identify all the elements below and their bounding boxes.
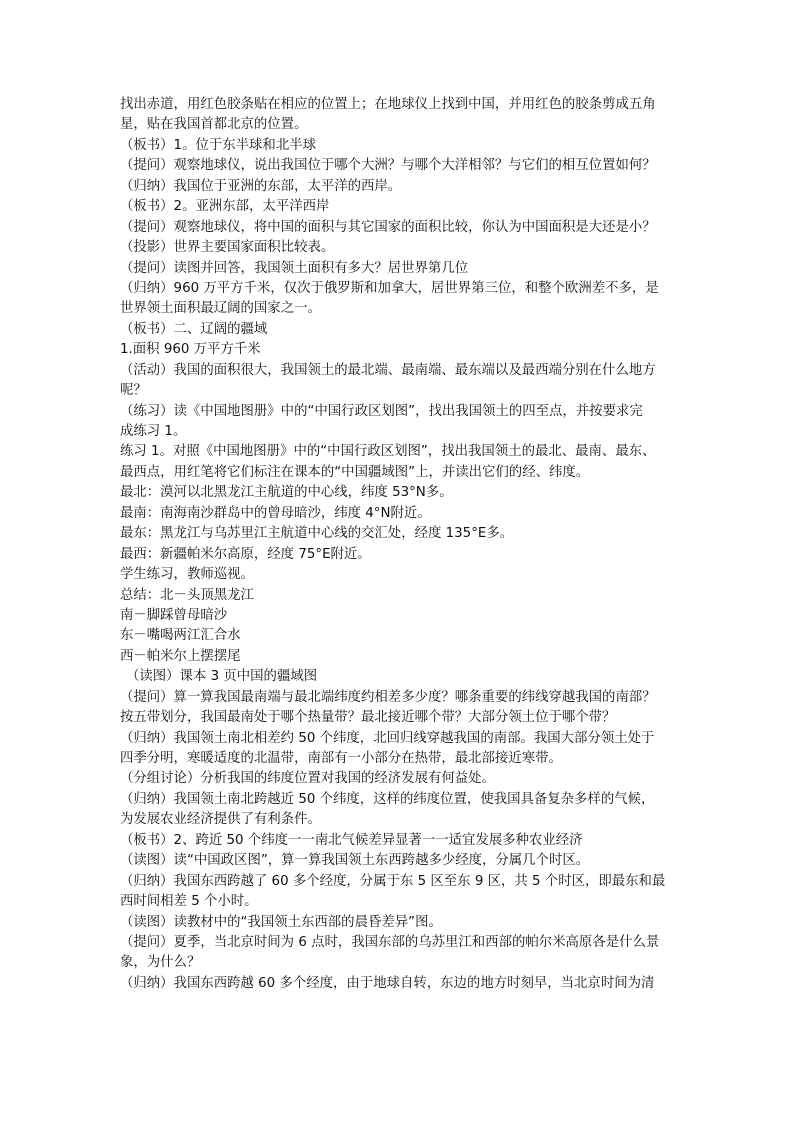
text-line: 世界领土面积最辽阔的国家之一。 [120, 301, 321, 317]
text-line: （提问）观察地球仪，将中国的面积与其它国家的面积比较，你认为中国面积是大还是小？ [120, 219, 656, 235]
text-line: （归纳）我国东西跨越 60 多个经度，由于地球自转，东边的地方时刻早，当北京时间为清 [120, 975, 655, 991]
text-line: 找出赤道，用红色胶条贴在相应的位置上；在地球仪上找到中国，并用红色的胶条剪成五角 [120, 97, 656, 112]
text-line: （归纳）我国东西跨越了 60 多个经度，分属于东 5 区至东 9 区，共 5 个时区，即最东和最 [120, 873, 666, 889]
text-line: 南－脚踩曾母暗沙 [120, 607, 228, 623]
text-line: （提问）观察地球仪，说出我国位于哪个大洲？与哪个大洋相邻？与它们的相互位置如何？ [120, 158, 656, 174]
text-line: 象，为什么？ [120, 955, 201, 971]
text-line: （归纳）960 万平方千米，仅次于俄罗斯和加拿大，居世界第三位，和整个欧洲差不多，是 [120, 280, 659, 296]
text-line: （读图）读“中国政区图”，算一算我国领土东西跨越多少经度，分属几个时区。 [120, 853, 590, 869]
text-line: 练习 1。对照《中国地图册》中的“中国行政区划图”，找出我国领土的最北、最南、最东、 [120, 444, 656, 460]
text-line: 成练习 1。 [120, 424, 187, 439]
text-line: 学生练习，教师巡视。 [120, 567, 254, 583]
text-line: （分组讨论）分析我国的纬度位置对我国的经济发展有何益处。 [120, 771, 495, 787]
text-line: （活动）我国的面积很大，我国领土的最北端、最南端、最东端以及最西端分别在什么地方 [120, 362, 656, 378]
document-body [120, 95, 695, 994]
text-line: 最西：新疆帕米尔高原，经度 75°E附近。 [120, 546, 371, 562]
text-line: 按五带划分，我国最南处于哪个热量带？最北接近哪个带？大部分领土位于哪个带？ [120, 710, 616, 726]
text-line: 西时间相差 5 个小时。 [120, 894, 258, 910]
text-line: （提问）夏季，当北京时间为 6 点时，我国东部的乌苏里江和西部的帕尔米高原各是什么景 [120, 934, 660, 950]
text-line: 总结：北－头顶黑龙江 [120, 587, 254, 603]
text-line: （板书）1。位于东半球和北半球 [120, 137, 316, 153]
text-line: 最北：漠河以北黑龙江主航道的中心线，纬度 53°N多。 [120, 485, 453, 501]
text-line: （板书）2、跨近 50 个纬度一一南北气候差异显著一一适宜发展多种农业经济 [120, 832, 583, 848]
text-line: （归纳）我国领土南北跨越近 50 个纬度，这样的纬度位置，使我国具备复杂多样的气候， [120, 791, 655, 807]
text-line: 为发展农业经济提供了有利条件。 [120, 812, 321, 828]
text-line: 最东：黑龙江与乌苏里江主航道中心线的交汇处，经度 135°E多。 [120, 526, 514, 542]
text-line: （板书）二、辽阔的疆域 [120, 321, 268, 337]
text-line: （提问）读图并回答，我国领土面积有多大？居世界第几位 [120, 260, 469, 276]
text-line: 最南：南海南沙群岛中的曾母暗沙，纬度 4°N附近。 [120, 505, 431, 521]
text-line: （读图）课本 3 页中国的疆域图 [126, 669, 318, 685]
text-line: （归纳）我国领土南北相差约 50 个纬度，北回归线穿越我国的南部。我国大部分领土处于 [120, 730, 655, 746]
text-line: 最西点，用红笔将它们标注在课本的“中国疆域图”上，并读出它们的经、纬度。 [120, 464, 590, 480]
text-line: （练习）读《中国地图册》中的“中国行政区划图”，找出我国领土的四至点，并按要求完 [120, 403, 643, 419]
text-line: 1.面积 960 万平方千米 [120, 342, 261, 358]
text-line: （投影）世界主要国家面积比较表。 [120, 240, 335, 256]
text-line: 西－帕米尔上摆摆尾 [120, 648, 241, 664]
text-line: （提问）算一算我国最南端与最北端纬度约相差多少度？哪条重要的纬线穿越我国的南部？ [120, 689, 656, 705]
text-line: 四季分明，寒暖适度的北温带，南部有一小部分在热带，最北部接近寒带。 [120, 751, 562, 766]
text-line: （归纳）我国位于亚洲的东部，太平洋的西岸。 [120, 178, 402, 194]
text-line: 呢？ [120, 383, 147, 399]
text-line: （读图）读教材中的“我国领土东西部的晨昏差异”图。 [120, 914, 442, 930]
text-line: 东－嘴喝两江汇合水 [120, 628, 241, 644]
text-line: 星，贴在我国首都北京的位置。 [120, 117, 308, 133]
text-line: （板书）2。亚洲东部，太平洋西岸 [120, 199, 330, 215]
